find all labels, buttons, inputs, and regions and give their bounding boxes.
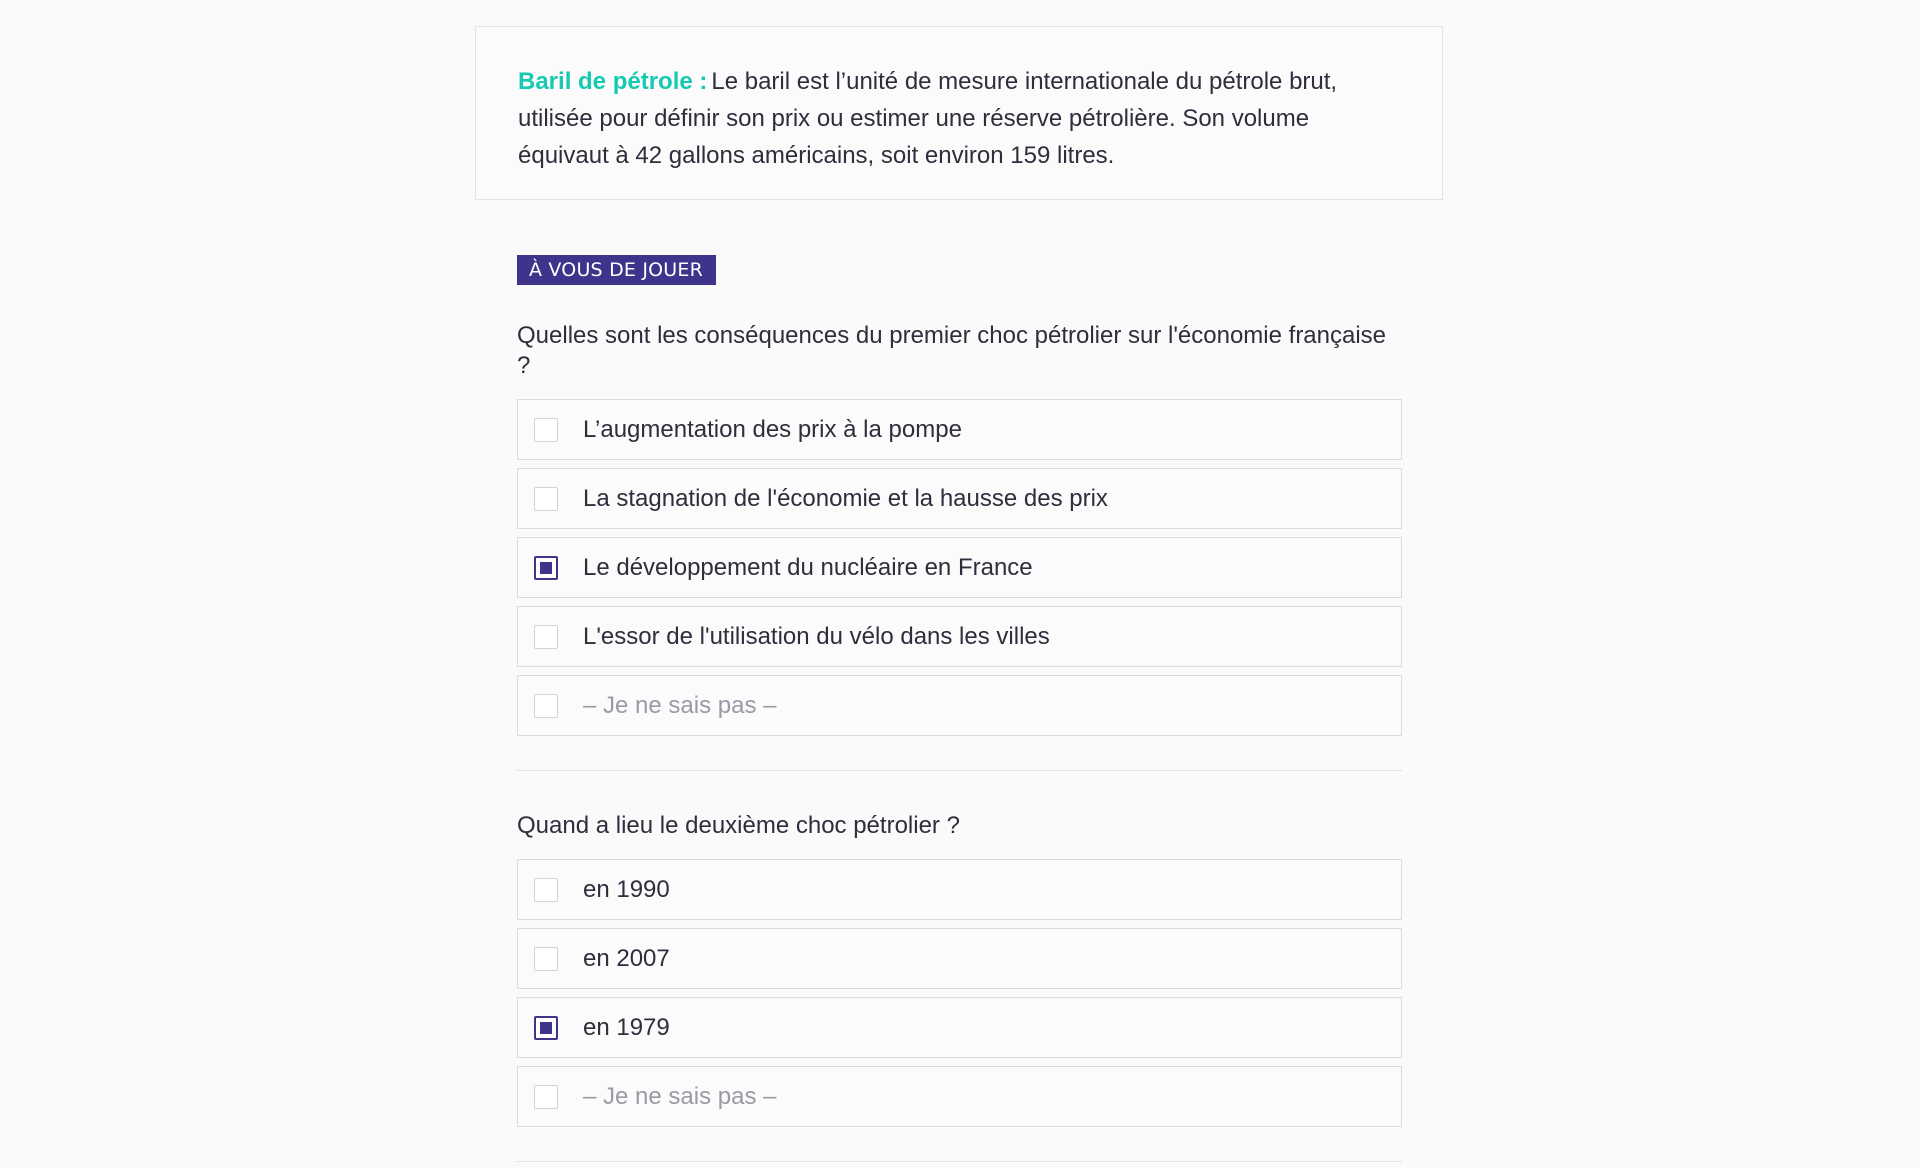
answer-label: L’augmentation des prix à la pompe: [583, 416, 962, 443]
answer-label: – Je ne sais pas –: [583, 1083, 777, 1110]
question-text: Quand a lieu le deuxième choc pétrolier ?: [517, 812, 960, 839]
definition-text: Le baril est l’unité de mesure internationale du pétrole brut, utilisée pour définir son prix ou estimer une réserve pétrolière. Son volume équivaut à 42 gallons américains, soit environ 159 litres.: [518, 68, 1338, 169]
checkbox[interactable]: [534, 487, 558, 511]
answer-option[interactable]: [517, 468, 1402, 529]
answer-label: en 1990: [583, 876, 670, 903]
answer-label: – Je ne sais pas –: [583, 692, 777, 719]
answer-option[interactable]: [517, 859, 1402, 920]
checkbox[interactable]: [534, 694, 558, 718]
answer-option[interactable]: [517, 997, 1402, 1058]
answer-label: Le développement du nucléaire en France: [583, 554, 1033, 581]
quiz-section: [517, 255, 1402, 1162]
checkbox[interactable]: [534, 878, 558, 902]
answer-label: La stagnation de l'économie et la hausse des prix: [583, 485, 1108, 512]
answer-label: L'essor de l'utilisation du vélo dans les villes: [583, 623, 1050, 650]
divider: [517, 1161, 1402, 1162]
checkbox-checked[interactable]: [534, 1016, 558, 1040]
answer-label: en 2007: [583, 945, 670, 972]
answer-option-dont-know[interactable]: [517, 675, 1402, 736]
answer-option[interactable]: [517, 399, 1402, 460]
question-2: [517, 811, 1402, 1162]
answer-option[interactable]: [517, 606, 1402, 667]
answer-option-dont-know[interactable]: [517, 1066, 1402, 1127]
answer-option[interactable]: [517, 928, 1402, 989]
answer-label: en 1979: [583, 1014, 670, 1041]
section-badge: À VOUS DE JOUER: [517, 255, 716, 285]
definition-box: [475, 26, 1443, 200]
checkbox[interactable]: [534, 418, 558, 442]
checkbox-checked[interactable]: [534, 556, 558, 580]
definition-term: Baril de pétrole :: [518, 68, 708, 95]
checkbox[interactable]: [534, 1085, 558, 1109]
divider: [517, 770, 1402, 771]
question-text: Quelles sont les conséquences du premier choc pétrolier sur l'économie française ?: [517, 322, 1387, 379]
question-1: [517, 321, 1402, 771]
checkbox[interactable]: [534, 947, 558, 971]
answer-option[interactable]: [517, 537, 1402, 598]
checkbox[interactable]: [534, 625, 558, 649]
